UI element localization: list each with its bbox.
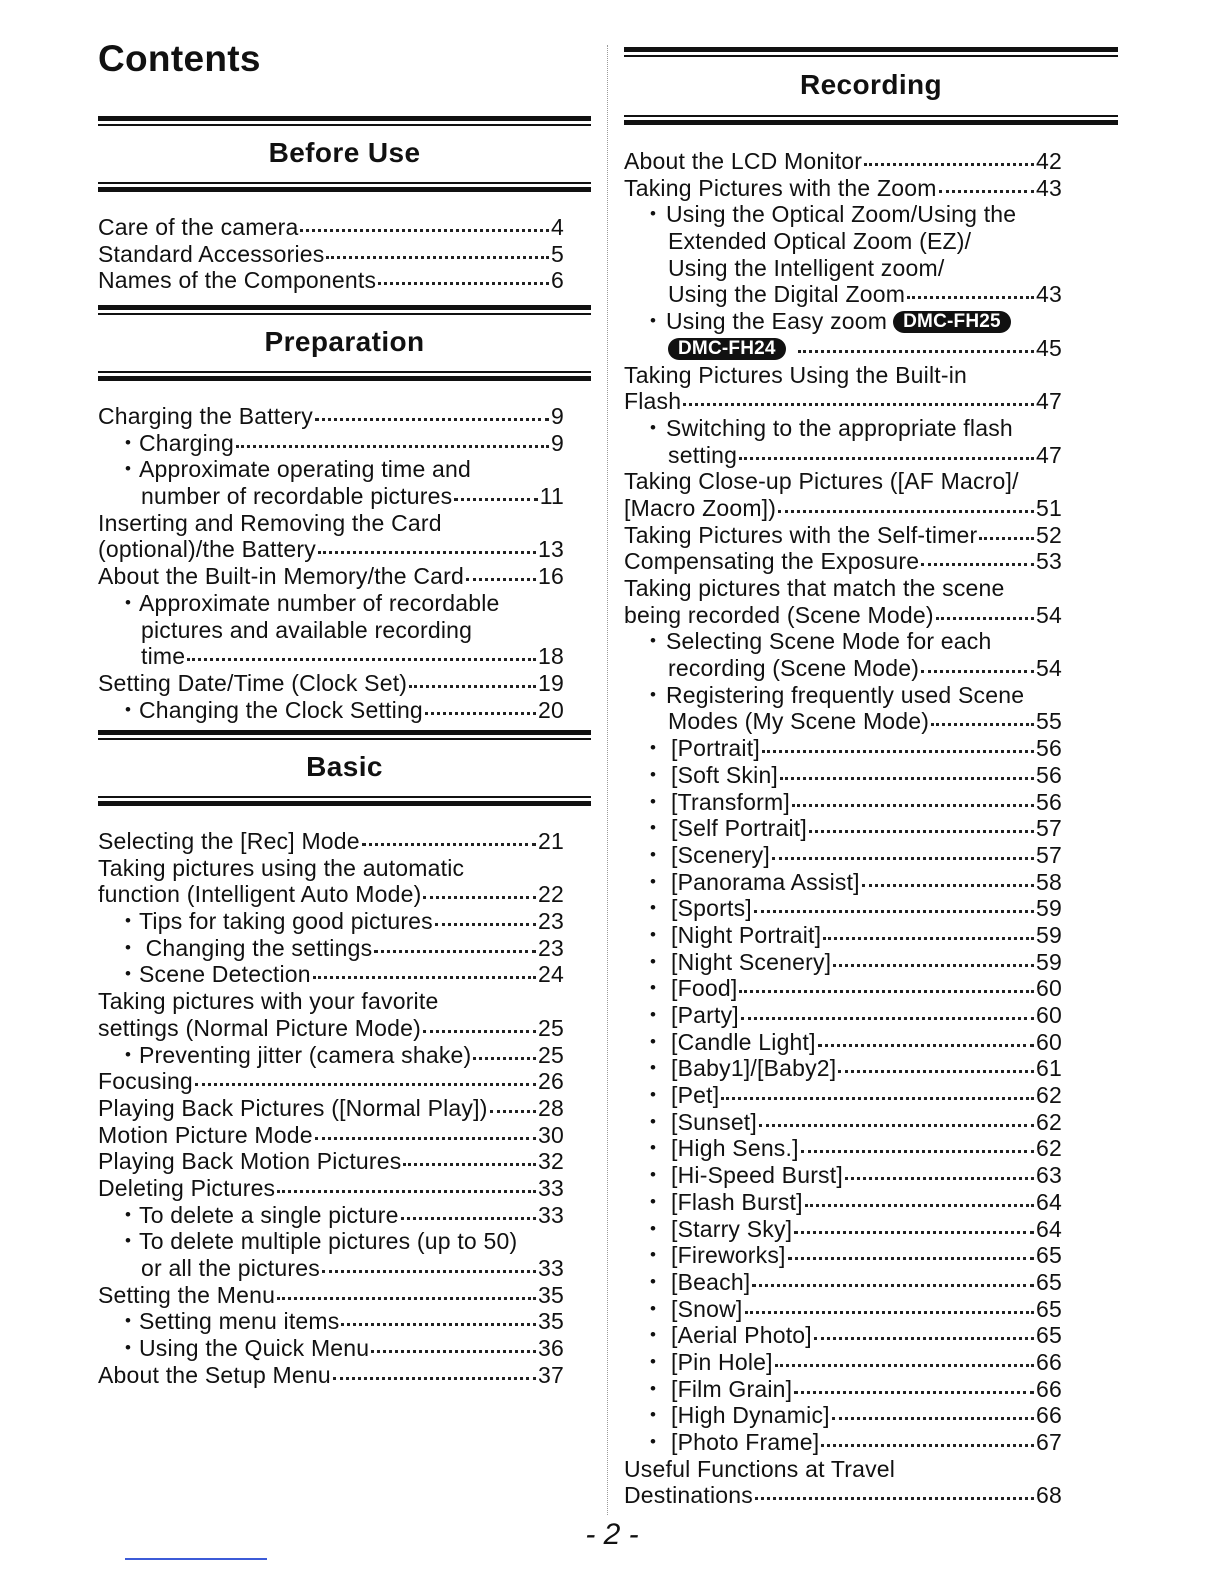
- toc-entry[interactable]: Compensating the Exposure 53: [624, 548, 1062, 575]
- scene-mode-entry[interactable]: • [Night Portrait] 59: [624, 922, 1062, 949]
- toc-subentry[interactable]: • Using the Easy zoom DMC-FH25: [624, 308, 1062, 335]
- toc-subentry[interactable]: • Switching to the appropriate flash: [624, 415, 1062, 442]
- toc-subentry-cont[interactable]: Using the Digital Zoom 43: [668, 281, 1062, 308]
- toc-basic: [98, 828, 564, 1388]
- section-header-before-use: [98, 116, 591, 182]
- toc-entry[interactable]: Deleting Pictures 33: [98, 1174, 564, 1201]
- toc-entry[interactable]: Names of the Components 6: [98, 267, 564, 294]
- scene-mode-entry[interactable]: • [Party] 60: [624, 1002, 1062, 1029]
- toc-entry-cont[interactable]: settings (Normal Picture Mode) 25: [98, 1014, 564, 1041]
- scene-mode-entry[interactable]: • [High Sens.] 62: [624, 1135, 1062, 1162]
- model-badge-fh24: DMC-FH24: [668, 338, 786, 360]
- toc-entry[interactable]: Taking pictures using the automatic: [98, 854, 465, 881]
- page-number: - 2 -: [585, 1518, 639, 1551]
- toc-subentry-cont[interactable]: Using the Intelligent zoom/: [668, 254, 945, 281]
- scene-mode-entry[interactable]: • [Baby1]/[Baby2] 61: [624, 1055, 1062, 1082]
- toc-entry-cont[interactable]: (optional)/the Battery 13: [98, 536, 564, 563]
- toc-entry[interactable]: Taking Close-up Pictures ([AF Macro]/: [624, 468, 1019, 495]
- toc-entry[interactable]: Care of the camera 4: [98, 214, 564, 240]
- toc-entry[interactable]: Playing Back Pictures ([Normal Play]) 28: [98, 1094, 564, 1121]
- section-header-basic: [98, 730, 591, 796]
- toc-preparation: [98, 403, 564, 723]
- toc-entry[interactable]: Standard Accessories 5: [98, 240, 564, 267]
- toc-subentry[interactable]: • Tips for taking good pictures 23: [98, 908, 564, 935]
- toc-subentry-cont[interactable]: Extended Optical Zoom (EZ)/: [668, 228, 972, 255]
- section-title-preparation: Preparation: [264, 326, 425, 357]
- toc-entry[interactable]: Inserting and Removing the Card: [98, 509, 442, 536]
- section-title-before-use: Before Use: [268, 137, 421, 168]
- toc-entry[interactable]: Setting the Menu 35: [98, 1281, 564, 1308]
- scene-mode-entry[interactable]: • [Flash Burst] 64: [624, 1189, 1062, 1216]
- scene-mode-entry[interactable]: • [Pin Hole] 66: [624, 1349, 1062, 1376]
- footer-line: [125, 1558, 267, 1560]
- toc-entry[interactable]: Playing Back Motion Pictures 32: [98, 1148, 564, 1175]
- toc-entry[interactable]: Charging the Battery 9: [98, 403, 564, 429]
- scene-mode-entry[interactable]: • [Photo Frame] 67: [624, 1429, 1062, 1456]
- toc-before-use: [98, 214, 564, 294]
- toc-entry-cont[interactable]: Destinations 68: [624, 1482, 1062, 1509]
- toc-entry-cont[interactable]: Flash 47: [624, 388, 1062, 415]
- section-title-recording: Recording: [799, 69, 943, 100]
- toc-subentry-cont[interactable]: DMC-FH24 45: [624, 335, 1062, 362]
- scene-mode-entry[interactable]: • [Sports] 59: [624, 895, 1062, 922]
- toc-subentry[interactable]: • Changing the settings 23: [98, 935, 564, 962]
- scene-mode-entry[interactable]: • [Candle Light] 60: [624, 1029, 1062, 1056]
- toc-entry[interactable]: About the Setup Menu 37: [98, 1361, 564, 1388]
- toc-entry-cont[interactable]: [Macro Zoom]) 51: [624, 494, 1062, 521]
- column-divider: [607, 45, 608, 1515]
- toc-subentry[interactable]: • Registering frequently used Scene: [624, 682, 1062, 709]
- toc-subentry[interactable]: • Using the Quick Menu 36: [98, 1335, 564, 1362]
- scene-mode-entry[interactable]: • [Beach] 65: [624, 1269, 1062, 1296]
- scene-mode-entry[interactable]: • [Transform] 56: [624, 789, 1062, 816]
- scene-mode-entry[interactable]: • [Panorama Assist] 58: [624, 869, 1062, 896]
- toc-subentry[interactable]: • Using the Optical Zoom/Using the: [624, 201, 1062, 228]
- toc-entry[interactable]: Focusing 26: [98, 1068, 564, 1095]
- scene-mode-entry[interactable]: • [High Dynamic] 66: [624, 1402, 1062, 1429]
- toc-subentry[interactable]: • To delete a single picture 33: [98, 1202, 564, 1229]
- toc-subentry-cont[interactable]: recording (Scene Mode) 54: [668, 655, 1062, 682]
- scene-mode-entry[interactable]: • [Fireworks] 65: [624, 1242, 1062, 1269]
- toc-subentry[interactable]: • To delete multiple pictures (up to 50): [98, 1228, 564, 1255]
- scene-mode-entry[interactable]: • [Portrait] 56: [624, 735, 1062, 762]
- scene-mode-entry[interactable]: • [Film Grain] 66: [624, 1376, 1062, 1403]
- scene-mode-entry[interactable]: • [Night Scenery] 59: [624, 949, 1062, 976]
- scene-mode-entry[interactable]: • [Scenery] 57: [624, 842, 1062, 869]
- toc-entry[interactable]: About the Built-in Memory/the Card 16: [98, 563, 564, 590]
- toc-entry[interactable]: Taking Pictures with the Zoom 43: [624, 174, 1062, 201]
- toc-entry[interactable]: Setting Date/Time (Clock Set) 19: [98, 669, 564, 696]
- toc-subentry[interactable]: • Charging 9: [98, 430, 564, 457]
- toc-subentry-cont[interactable]: pictures and available recording: [141, 616, 473, 643]
- toc-subentry[interactable]: • Changing the Clock Setting 20: [98, 697, 564, 724]
- toc-subentry[interactable]: • Approximate operating time and: [98, 456, 564, 483]
- toc-entry[interactable]: About the LCD Monitor 42: [624, 148, 1062, 174]
- scene-mode-entry[interactable]: • [Snow] 65: [624, 1296, 1062, 1323]
- toc-subentry[interactable]: • Selecting Scene Mode for each: [624, 628, 1062, 655]
- toc-subentry[interactable]: • Approximate number of recordable: [98, 590, 564, 617]
- toc-entry[interactable]: Taking pictures that match the scene: [624, 575, 1005, 601]
- toc-subentry-cont[interactable]: Modes (My Scene Mode) 55: [668, 708, 1062, 735]
- scene-mode-entry[interactable]: • [Hi-Speed Burst] 63: [624, 1162, 1062, 1189]
- toc-entry-cont[interactable]: function (Intelligent Auto Mode) 22: [98, 881, 564, 908]
- scene-mode-entry[interactable]: • [Sunset] 62: [624, 1109, 1062, 1136]
- scene-mode-entry[interactable]: • [Starry Sky] 64: [624, 1216, 1062, 1243]
- toc-subentry-cont[interactable]: time 18: [141, 643, 564, 670]
- section-title-basic: Basic: [306, 751, 383, 782]
- scene-mode-entry[interactable]: • [Pet] 62: [624, 1082, 1062, 1109]
- toc-subentry-cont[interactable]: or all the pictures 33: [141, 1255, 564, 1281]
- toc-entry[interactable]: Taking Pictures with the Self-timer 52: [624, 521, 1062, 548]
- toc-entry[interactable]: Motion Picture Mode 30: [98, 1121, 564, 1148]
- toc-entry[interactable]: Useful Functions at Travel: [624, 1455, 896, 1482]
- toc-subentry[interactable]: • Scene Detection 24: [98, 961, 564, 988]
- toc-subentry-cont[interactable]: setting 47: [668, 441, 1062, 468]
- toc-entry[interactable]: Selecting the [Rec] Mode 21: [98, 828, 564, 854]
- page-title: Contents: [98, 38, 261, 79]
- scene-mode-entry[interactable]: • [Food] 60: [624, 975, 1062, 1002]
- toc-subentry[interactable]: • Setting menu items 35: [98, 1308, 564, 1335]
- toc-subentry-cont[interactable]: number of recordable pictures 11: [141, 483, 564, 510]
- scene-mode-entry[interactable]: • [Self Portrait] 57: [624, 815, 1062, 842]
- toc-entry-cont[interactable]: being recorded (Scene Mode) 54: [624, 601, 1062, 628]
- section-header-preparation: [98, 305, 591, 371]
- toc-subentry[interactable]: • Preventing jitter (camera shake) 25: [98, 1042, 564, 1069]
- scene-mode-entry[interactable]: • [Aerial Photo] 65: [624, 1322, 1062, 1349]
- toc-recording: [624, 148, 1062, 1509]
- scene-mode-entry[interactable]: • [Soft Skin] 56: [624, 762, 1062, 789]
- toc-entry[interactable]: Taking pictures with your favorite: [98, 988, 439, 1015]
- model-badge-fh25: DMC-FH25: [893, 311, 1011, 333]
- toc-entry[interactable]: Taking Pictures Using the Built-in: [624, 361, 968, 388]
- section-header-recording: [624, 47, 1118, 115]
